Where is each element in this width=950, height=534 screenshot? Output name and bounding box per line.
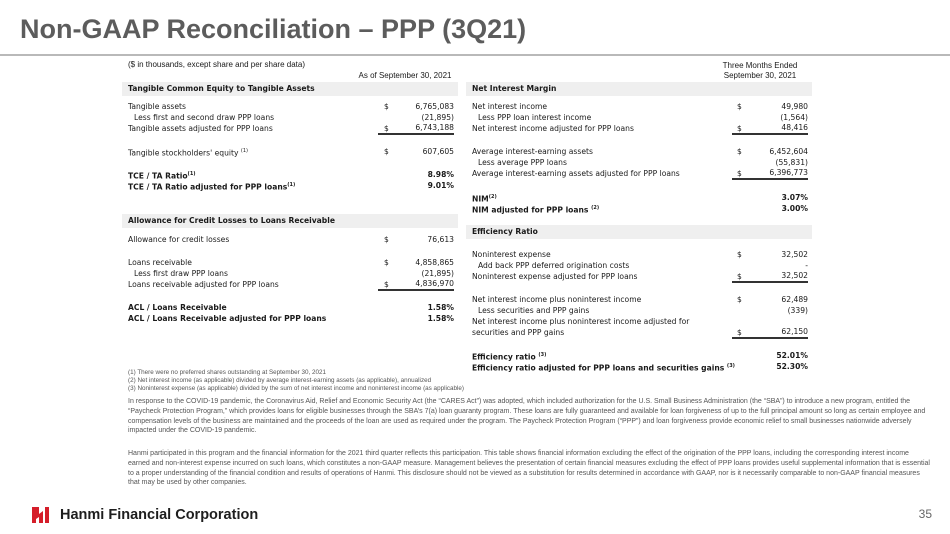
section-header-nim: Net Interest Margin	[466, 82, 812, 96]
table-row: Net interest income adjusted for PPP loans $ 48,416	[472, 123, 808, 133]
table-row: TCE / TA Ratio$^{(1)}$ 8.98%	[128, 170, 454, 181]
ppp-explanation-paragraph: In response to the COVID-19 pandemic, the Coronavirus Aid, Relief and Economic Security Act (the “CARES Act”) was adopted, which included authorization for the U.S. Small Business Administration (the “SBA”) to introduce a new program, entitled the “Paycheck Protection Program,” which provides loans for eligible businesses through the SBA’s 7(a) loan guaranty program. These loans are fully guaranteed and available for loan forgiveness of up to the full principal amount so long as certain employee and compensation levels of the business are maintained and the proceeds of the loan are used as required under the program. The Paycheck Protection Program (“PPP”) and loan forgiveness provide economic relief to small businesses nationwide adversely impacted under the COVID-19 pandemic.	[128, 398, 926, 435]
title-divider	[0, 54, 950, 56]
table-row: NIM$^{(2)}$ 3.07%	[472, 193, 808, 204]
table-row: Less PPP loan interest income (1,564)	[478, 113, 808, 122]
page-title: Non-GAAP Reconciliation – PPP (3Q21)	[20, 14, 527, 44]
table-row: Less first draw PPP loans (21,895)	[134, 269, 454, 278]
section-header-acl: Allowance for Credit Losses to Loans Receivable	[122, 214, 458, 228]
table-row: ACL / Loans Receivable adjusted for PPP loans 1.58%	[128, 314, 454, 323]
page-number: 35	[918, 507, 932, 521]
footnote-2: (2) Net interest income (as applicable) divided by average interest-earning assets (as applicable), annualized	[128, 377, 432, 384]
table-row: Net interest income plus noninterest income $ 62,489	[472, 295, 808, 304]
right-column-header: Three Months Ended September 30, 2021	[722, 61, 798, 80]
table-row: Tangible assets $ 6,765,083	[128, 102, 454, 111]
table-row: Tangible assets adjusted for PPP loans $ 6,743,188	[128, 123, 454, 133]
table-row: Less average PPP loans (55,831)	[478, 158, 808, 167]
table-row: TCE / TA Ratio adjusted for PPP loans$^{(1)}$ 9.01%	[128, 181, 454, 192]
table-row: Average interest-earning assets adjusted for PPP loans $ 6,396,773	[472, 168, 808, 178]
table-row: Noninterest expense adjusted for PPP loans $ 32,502	[472, 271, 808, 281]
table-row: Efficiency ratio $^{(3)}$ 52.01%	[472, 351, 808, 362]
table-row: Net interest income plus noninterest income adjusted for	[472, 317, 690, 326]
table-row: Efficiency ratio adjusted for PPP loans and securities gains $^{(3)}$ 52.30%	[472, 362, 808, 373]
table-row: Noninterest expense $ 32,502	[472, 250, 808, 259]
right-table	[472, 82, 812, 372]
table-row: Tangible stockholders' equity $^{(1)}$ $ 607,605	[128, 147, 454, 158]
company-name: Hanmi Financial Corporation	[60, 507, 259, 523]
footnote-3: (3) Noninterest expense (as applicable) divided by the sum of net interest income and noninterest income (as applicable)	[128, 385, 465, 392]
table-row: Less securities and PPP gains (339)	[478, 306, 808, 315]
table-row: Add back PPP deferred origination costs -	[478, 261, 808, 270]
section-header-tce: Tangible Common Equity to Tangible Assets	[122, 82, 458, 96]
table-row: securities and PPP gains $ 62,150	[472, 327, 808, 337]
hanmi-logo-icon	[30, 505, 56, 525]
table-row: Allowance for credit losses $ 76,613	[128, 235, 454, 244]
table-row: Average interest-earning assets $ 6,452,604	[472, 147, 808, 156]
units-note: ($ in thousands, except share and per share data)	[128, 60, 305, 69]
table-row: Less first and second draw PPP loans (21,895)	[134, 113, 454, 122]
table-row: ACL / Loans Receivable 1.58%	[128, 303, 454, 312]
table-row: Net interest income $ 49,980	[472, 102, 808, 111]
hanmi-participation-paragraph: Hanmi participated in this program and the financial information for the 2021 third quarter reflects this participation. This table shows financial information excluding the effect of the origination of the PPP loans, including the corresponding interest income earned and non-interest expense incurred on such loans, which constitutes a non-GAAP measure. Management believes the presentation of certain financial measures excluding the effect of PPP loans provides useful supplemental information that is essential to a proper understanding of the financial condition and results of operations of Hanmi. This disclosure should not be viewed as a substitution for results determined in accordance with GAAP, nor is it necessarily comparable to non-GAAP financial measures that may be used by other companies.	[128, 450, 930, 487]
table-row: NIM adjusted for PPP loans $^{(2)}$ 3.00%	[472, 204, 808, 215]
footnote-1: (1) There were no preferred shares outstanding at September 30, 2021	[128, 369, 327, 376]
table-row: Loans receivable $ 4,858,865	[128, 258, 454, 267]
left-table	[128, 82, 458, 332]
left-column-header: As of September 30, 2021	[358, 71, 452, 80]
table-row: Loans receivable adjusted for PPP loans $ 4,836,970	[128, 279, 454, 289]
section-header-efficiency: Efficiency Ratio	[466, 225, 812, 239]
